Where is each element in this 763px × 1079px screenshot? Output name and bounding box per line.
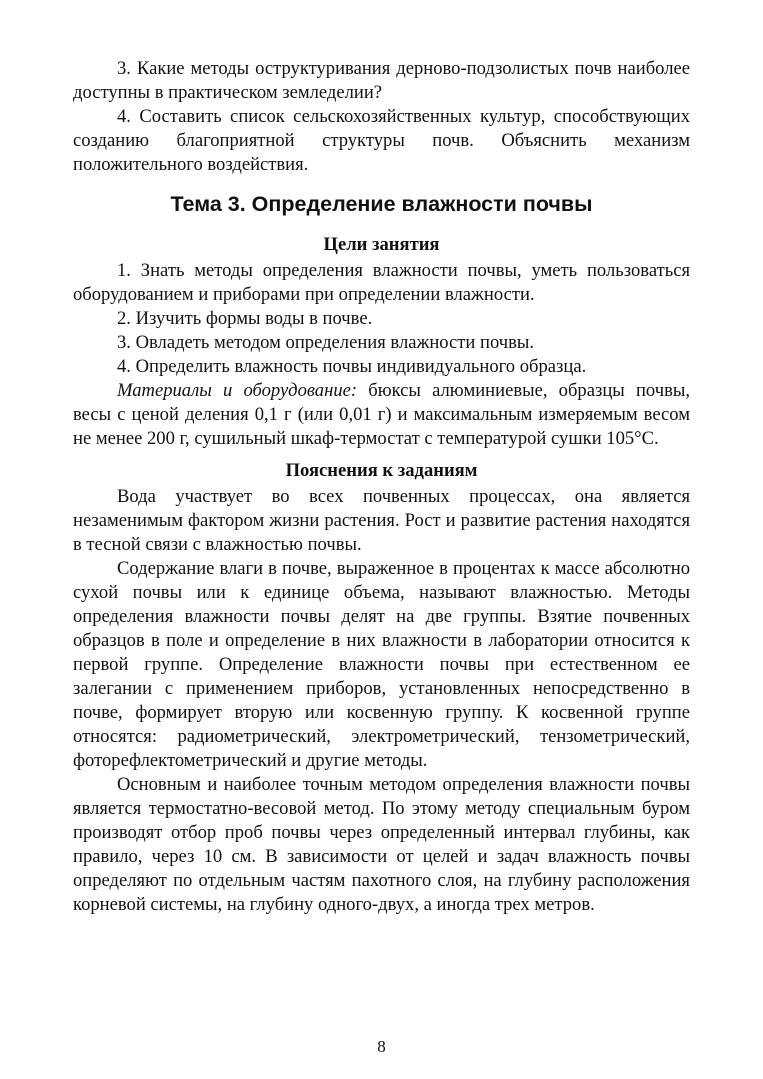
topic-title: Тема 3. Определение влажности почвы — [170, 192, 593, 216]
explanation-paragraph-1: Вода участвует во всех почвенных процессах, она является незаменимым фактором жизни растения. Рост и развитие растения находятся в тесной связи с влажностью почвы. — [73, 486, 690, 555]
goal-item-3: 3. Овладеть методом определения влажности почвы. — [117, 332, 535, 353]
question-3: 3. Какие методы оструктуривания дерново-подзолистых почв наиболее доступны в практическом земледелии? — [73, 58, 690, 103]
goal-item-1: 1. Знать методы определения влажности почвы, уметь пользоваться оборудованием и приборами при определении влажности. — [73, 260, 690, 305]
question-4: 4. Составить список сельскохозяйственных культур, способствующих созданию благоприятной структуры почв. Объяснить механизм положительного воздействия. — [73, 106, 690, 175]
page-number: 8 — [377, 1037, 386, 1056]
materials-label: Материалы и оборудование: — [117, 380, 358, 401]
explanation-paragraph-2: Содержание влаги в почве, выраженное в процентах к массе абсолютно сухой почвы или к единице объема, называют влажностью. Методы определения влажности почвы делят на две группы. Взятие почвенных образцов в поле и определение в них влажности в лаборатории относится к первой группе. Определение влажности почвы при естественном ее залегании с применением приборов, установленных непосредственно в почве, формирует вторую или косвенную группу. К косвенной группе относятся: радиометрический, электрометрический, тензометрический, фоторефлектометрический и другие методы. — [73, 558, 690, 771]
materials-paragraph — [73, 379, 690, 451]
goals-heading: Цели занятия — [323, 234, 440, 255]
document-page — [73, 57, 690, 917]
explanation-paragraph-3: Основным и наиболее точным методом определения влажности почвы является термостатно-весовой метод. По этому методу специальным буром производят отбор проб почвы через определенный интервал глубины, как правило, через 10 см. В зависимости от целей и задач влажность почвы определяют по отдельным частям пахотного слоя, на глубину расположения корневой системы, на глубину одного-двух, а иногда трех метров. — [73, 774, 690, 915]
explanations-heading: Пояснения к заданиям — [285, 460, 478, 481]
goal-item-4: 4. Определить влажность почвы индивидуального образца. — [117, 356, 587, 377]
goal-item-2: 2. Изучить формы воды в почве. — [117, 308, 373, 329]
materials-text: бюксы алюминиевые, образцы почвы, весы с ценой деления 0,1 г (или 0,01 г) и максимальным измеряемым весом не менее 200 г, сушильный шкаф-термостат с температурой сушки 105°С. — [73, 380, 690, 449]
